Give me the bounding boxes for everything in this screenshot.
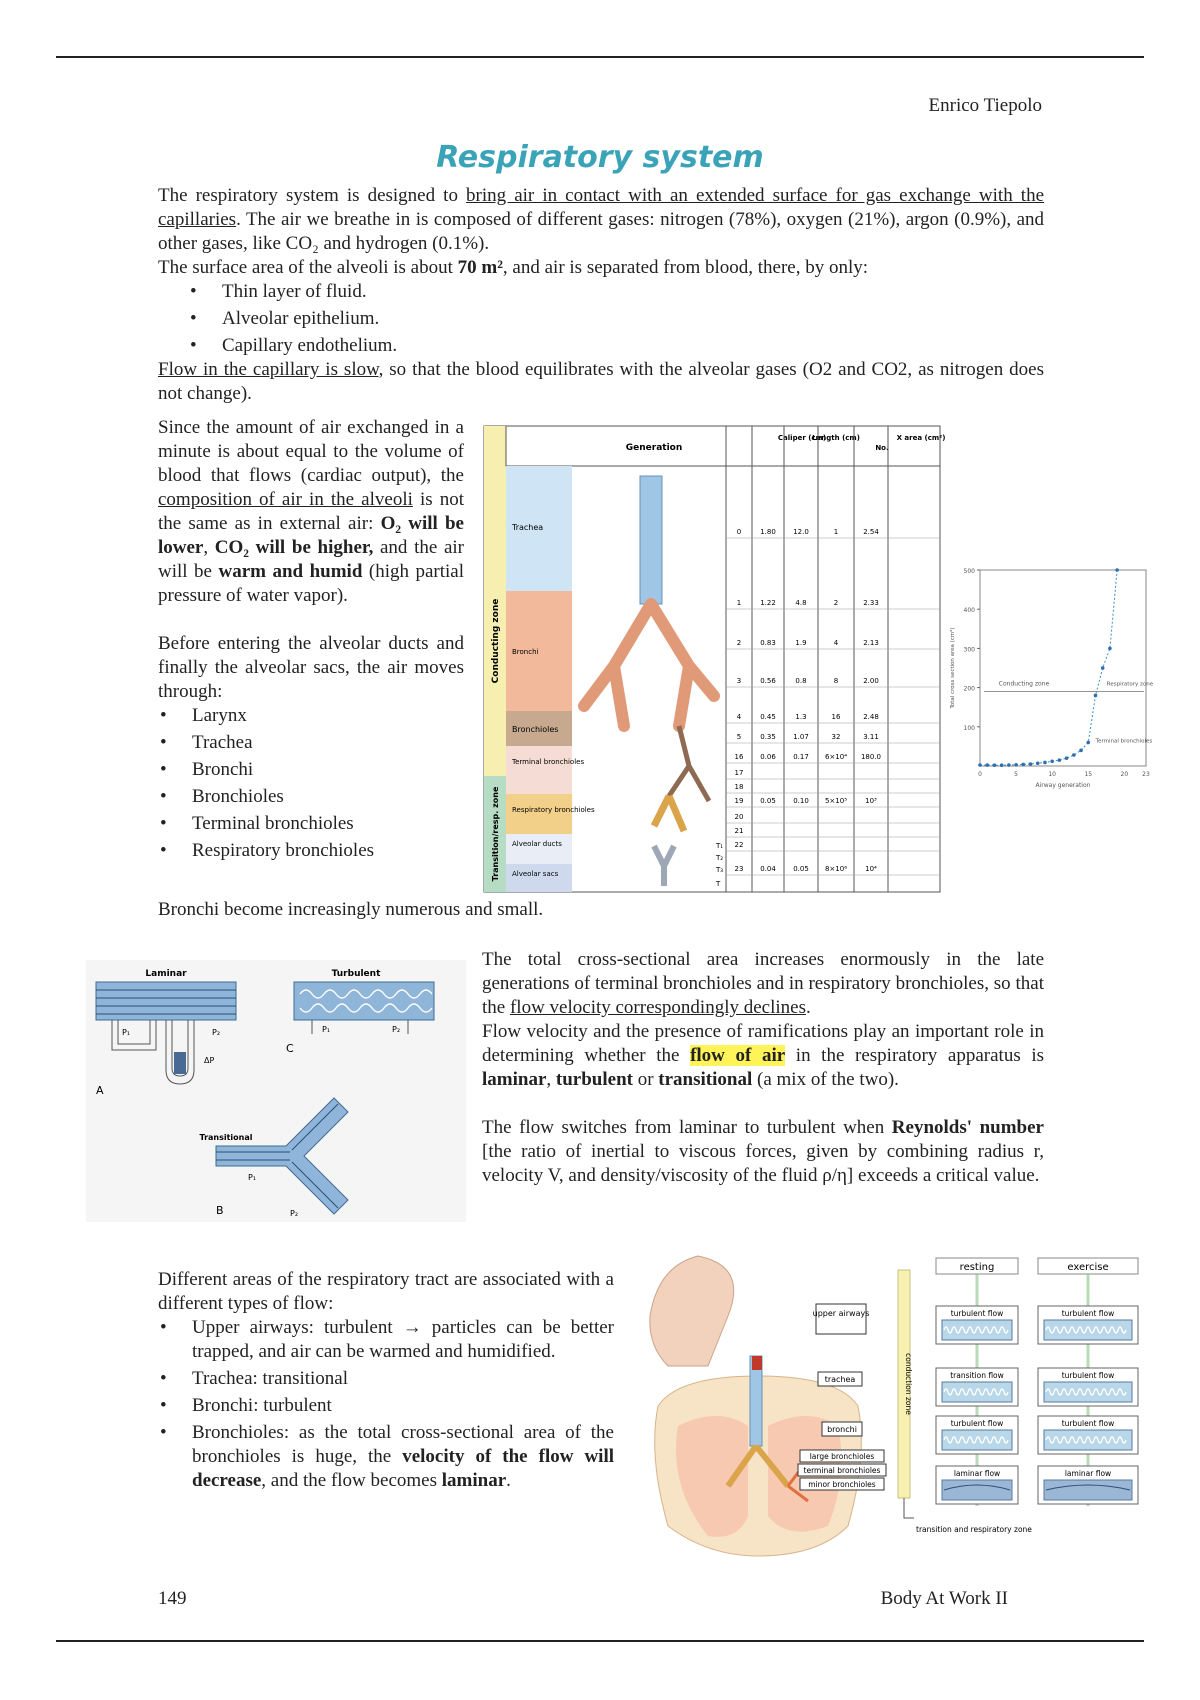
intro-paragraph-3: Flow in the capillary is slow, so that the blood equilibrates with the alveolar gases (O2 and CO2, as nitrogen does not change).	[158, 359, 1044, 404]
table-cell: 12.0	[793, 528, 809, 536]
bronchi-note: Bronchi become increasingly numerous and small.	[158, 899, 544, 920]
t-label: T₃	[716, 866, 724, 874]
y-tick-label: 200	[963, 685, 975, 693]
table-cell: 1.22	[760, 599, 776, 607]
table-cell: 4.8	[795, 599, 807, 607]
table-cell: 8×10⁶	[824, 865, 848, 873]
x-axis-label: Airway generation	[1035, 782, 1091, 789]
y-tick-label: 100	[963, 724, 975, 732]
flow-label: Transitional	[199, 1133, 253, 1142]
column-header: No.	[875, 444, 889, 452]
table-cell: 0.35	[760, 733, 776, 741]
x-tick-label: 10	[1048, 771, 1056, 778]
table-cell: 5×10⁵	[824, 797, 848, 805]
column-header: Generation	[625, 443, 683, 453]
table-cell: 0.05	[793, 865, 809, 873]
panel-letter: C	[286, 1042, 294, 1055]
svg-text:large bronchioles: large bronchioles	[809, 1452, 875, 1461]
y-axis-label: Total cross section area (cm²)	[950, 627, 956, 709]
table-cell: 0.8	[795, 677, 807, 685]
flow-tube	[1044, 1430, 1132, 1450]
course-title: Body At Work II	[880, 1588, 1008, 1609]
intro-paragraph-2: The surface area of the alveoli is about 70 m², and air is separated from blood, there, by only:	[158, 257, 869, 278]
flow-explanation-text	[482, 948, 1044, 1188]
page-title: Respiratory system	[436, 140, 764, 175]
list-item: • Bronchi	[158, 758, 464, 782]
table-cell: 2.48	[863, 713, 879, 721]
flow-panel-label: transition flow	[950, 1371, 1004, 1380]
table-cell: 0.17	[793, 753, 809, 761]
table-cell: 2.13	[863, 639, 879, 647]
x-tick-label: 15	[1084, 771, 1093, 778]
panel-letter: B	[216, 1204, 224, 1217]
table-cell: 6×10⁴	[824, 753, 848, 761]
data-point	[978, 763, 982, 767]
panel-letter: A	[96, 1084, 104, 1097]
segment-label: Bronchioles	[512, 725, 559, 734]
author-name: Enrico Tiepolo	[928, 95, 1042, 116]
table-cell: 10³	[865, 797, 877, 805]
page-number: 149	[158, 1588, 187, 1609]
pressure-label: P₂	[212, 1028, 221, 1037]
plot-area	[980, 570, 1146, 766]
pressure-label: P₂	[290, 1209, 299, 1218]
table-cell: 2	[736, 639, 742, 647]
svg-text:bronchi: bronchi	[827, 1425, 857, 1434]
x-tick-label: 5	[1014, 771, 1019, 778]
flow-label: Laminar	[145, 969, 187, 979]
table-cell: 8	[833, 677, 839, 685]
data-point	[1094, 694, 1098, 698]
table-cell: 1.9	[795, 639, 807, 647]
flow-panel-label: turbulent flow	[950, 1419, 1004, 1428]
data-point	[1050, 759, 1054, 763]
flow-panel-label: turbulent flow	[1061, 1309, 1115, 1318]
cross-section-paragraph: The total cross-sectional area increases enormously in the late generations of terminal bronchioles and in respiratory bronchioles, so that the flow velocity correspondingly declines.	[482, 949, 1044, 1018]
flow-panel-label: turbulent flow	[1061, 1371, 1115, 1380]
table-cell: 19	[734, 797, 744, 805]
list-item: • Upper airways: turbulent → particles can be better trapped, and air can be warmed and humidified.	[158, 1316, 614, 1364]
table-cell: 1	[736, 599, 742, 607]
table-cell: 0.83	[760, 639, 776, 647]
flow-panel-label: turbulent flow	[1061, 1419, 1115, 1428]
list-item: • Alveolar epithelium.	[188, 307, 1044, 331]
airway-generation-figure	[484, 426, 946, 892]
airway-path-paragraph: Before entering the alveolar ducts and finally the alveolar sacs, the air moves through:	[158, 633, 464, 702]
segment-label: Trachea	[512, 523, 544, 532]
zone-label: Conducting zone	[491, 598, 501, 684]
flow-tube	[942, 1480, 1012, 1500]
data-point	[1029, 762, 1033, 766]
table-cell: 180.0	[860, 753, 882, 761]
t-label: T₂	[716, 854, 724, 862]
flow-tube	[1044, 1382, 1132, 1402]
data-point	[1036, 761, 1040, 765]
annotation: Conducting zone	[998, 680, 1050, 688]
table-cell: 2.33	[863, 599, 879, 607]
svg-text:upper airways: upper airways	[812, 1309, 870, 1318]
data-point	[1043, 761, 1047, 765]
list-item: • Larynx	[158, 704, 464, 728]
table-cell: 4	[736, 713, 742, 721]
flow-tube	[1044, 1480, 1132, 1500]
t-label: T	[716, 880, 721, 888]
annotation: Respiratory zone	[1106, 681, 1154, 688]
delta-p-label: ΔP	[204, 1056, 215, 1065]
pressure-label: P₁	[248, 1173, 257, 1182]
intro-section	[158, 184, 1044, 406]
y-tick-label: 500	[963, 568, 975, 575]
data-point	[1101, 666, 1105, 670]
flow-panel-label: laminar flow	[953, 1469, 1001, 1478]
data-point	[1086, 741, 1090, 745]
data-point	[1108, 647, 1112, 651]
list-item: • Bronchioles: as the total cross-sectional area of the bronchioles is huge, the velocity of the flow will decrease, and the flow becomes laminar.	[158, 1421, 614, 1493]
alveolar-composition-paragraph: Since the amount of air exchanged in a minute is about equal to the volume of blood that flows (cardiac output), the composition of air in the alveoli is not the same as in external air: O₂ will be lower, CO₂ will be higher, and the air will be warm and humid (high partial pressure of water vapor).	[158, 417, 465, 606]
segment-label: Alveolar ducts	[512, 840, 562, 848]
table-cell: 10⁴	[865, 865, 877, 873]
data-point	[1007, 763, 1011, 767]
x-tick-label: 23	[1142, 771, 1150, 778]
data-point	[1000, 763, 1004, 767]
table-cell: 17	[734, 769, 744, 777]
table-cell: 1.3	[795, 713, 807, 721]
segment-label: Terminal bronchioles	[512, 758, 585, 766]
data-point	[993, 763, 997, 767]
table-cell: 16	[831, 713, 841, 721]
list-item: • Thin layer of fluid.	[188, 280, 1044, 304]
zone-label: transition and respiratory zone	[916, 1525, 1032, 1534]
column-header: Length (cm)	[812, 434, 860, 442]
pressure-label: P₁	[322, 1025, 331, 1034]
table-cell: 22	[734, 841, 744, 849]
svg-text:minor bronchioles: minor bronchioles	[808, 1480, 876, 1489]
table-cell: 0.45	[760, 713, 776, 721]
list-item: • Trachea: transitional	[158, 1367, 614, 1391]
table-cell: 1.80	[760, 528, 776, 536]
region-intro: Different areas of the respiratory tract are associated with a different types of flow:	[158, 1269, 614, 1314]
barrier-list	[188, 280, 1044, 358]
table-cell: 3.11	[863, 733, 879, 741]
table-cell: 0.05	[760, 797, 776, 805]
data-point	[1079, 749, 1083, 753]
x-tick-label: 20	[1120, 771, 1129, 778]
column-header: exercise	[1067, 1262, 1109, 1273]
table-cell: 2.00	[863, 677, 879, 685]
list-item: • Bronchi: turbulent	[158, 1394, 614, 1418]
table-cell: 2	[833, 599, 839, 607]
table-cell: 0.10	[793, 797, 809, 805]
table-cell: 32	[831, 733, 841, 741]
table-cell: 1.07	[793, 733, 809, 741]
table-cell: 0.06	[760, 753, 776, 761]
column-header: X area (cm²)	[896, 434, 946, 442]
table-cell: 5	[736, 733, 742, 741]
table-cell: 0.04	[760, 865, 776, 873]
bottom-rule	[56, 1640, 1144, 1642]
table-cell: 2.54	[863, 528, 879, 536]
table-cell: 1	[833, 528, 839, 536]
flow-panel-label: turbulent flow	[950, 1309, 1004, 1318]
flow-types-figure	[86, 960, 466, 1222]
table-cell: 20	[734, 813, 744, 821]
data-point	[1014, 763, 1018, 767]
table-cell: 4	[833, 639, 839, 647]
airway-list	[158, 704, 464, 863]
table-cell: 21	[734, 827, 744, 835]
t-label: T₁	[716, 842, 724, 850]
data-point	[1022, 763, 1026, 767]
segment-label: Bronchi	[512, 648, 539, 656]
flow-tube	[1044, 1320, 1132, 1340]
data-point	[985, 763, 989, 767]
table-cell: 0	[736, 528, 742, 536]
svg-text:trachea: trachea	[824, 1375, 856, 1384]
pressure-label: P₁	[122, 1028, 131, 1037]
table-cell: 18	[734, 783, 744, 791]
flow-type-paragraph: Flow velocity and the presence of ramifications play an important role in determining whether the flow of air in the respiratory apparatus is laminar, turbulent or transitional (a mix of the two).	[482, 1021, 1045, 1090]
pressure-label: P₂	[392, 1025, 401, 1034]
svg-text:terminal bronchioles: terminal bronchioles	[803, 1466, 881, 1475]
flow-panel-label: laminar flow	[1064, 1469, 1112, 1478]
list-item: • Capillary endothelium.	[188, 334, 1044, 358]
list-item: • Respiratory bronchioles	[158, 839, 464, 863]
list-item: • Bronchioles	[158, 785, 464, 809]
segment-label: Respiratory bronchioles	[512, 806, 595, 814]
top-rule	[56, 56, 1144, 58]
list-item: • Terminal bronchioles	[158, 812, 464, 836]
data-point	[1072, 753, 1076, 757]
intro-paragraph-1: The respiratory system is designed to bring air in contact with an extended surface for gas exchange with the capillaries. The air we breathe in is composed of different gases: nitrogen (78%), oxygen (21%), argon (0.9%), and other gases, like CO₂ and hydrogen (0.1%).	[158, 185, 1044, 254]
x-tick-label: 0	[978, 771, 982, 778]
data-point	[1115, 568, 1119, 572]
table-cell: 23	[734, 865, 744, 873]
y-tick-label: 400	[963, 607, 975, 615]
annotation: Terminal bronchioles	[1095, 738, 1153, 745]
flow-by-region-text	[158, 1268, 614, 1493]
y-tick-label: 300	[963, 646, 975, 654]
cross-section-chart	[944, 560, 1156, 810]
data-point	[1058, 758, 1062, 762]
zone-label: Transition/resp. zone	[491, 786, 500, 882]
flow-label: Turbulent	[331, 969, 381, 979]
left-column-text	[158, 416, 464, 863]
zone-label: conduction zone	[904, 1353, 913, 1415]
column-header: Caliper (cm)	[777, 434, 827, 442]
column-header: resting	[959, 1262, 995, 1273]
list-item: • Trachea	[158, 731, 464, 755]
table-cell: 0.56	[760, 677, 776, 685]
table-cell: 3	[736, 677, 742, 685]
respiratory-tract-figure	[638, 1256, 1144, 1568]
reynolds-paragraph: The flow switches from laminar to turbulent when Reynolds' number [the ratio of inertial to viscous forces, given by combining radius r, velocity V, and density/viscosity of the fluid ρ/η] exceeds a critical value.	[482, 1117, 1044, 1186]
table-cell: 16	[734, 753, 744, 761]
data-point	[1065, 756, 1069, 760]
region-list	[158, 1316, 614, 1493]
segment-label: Alveolar sacs	[512, 870, 559, 878]
